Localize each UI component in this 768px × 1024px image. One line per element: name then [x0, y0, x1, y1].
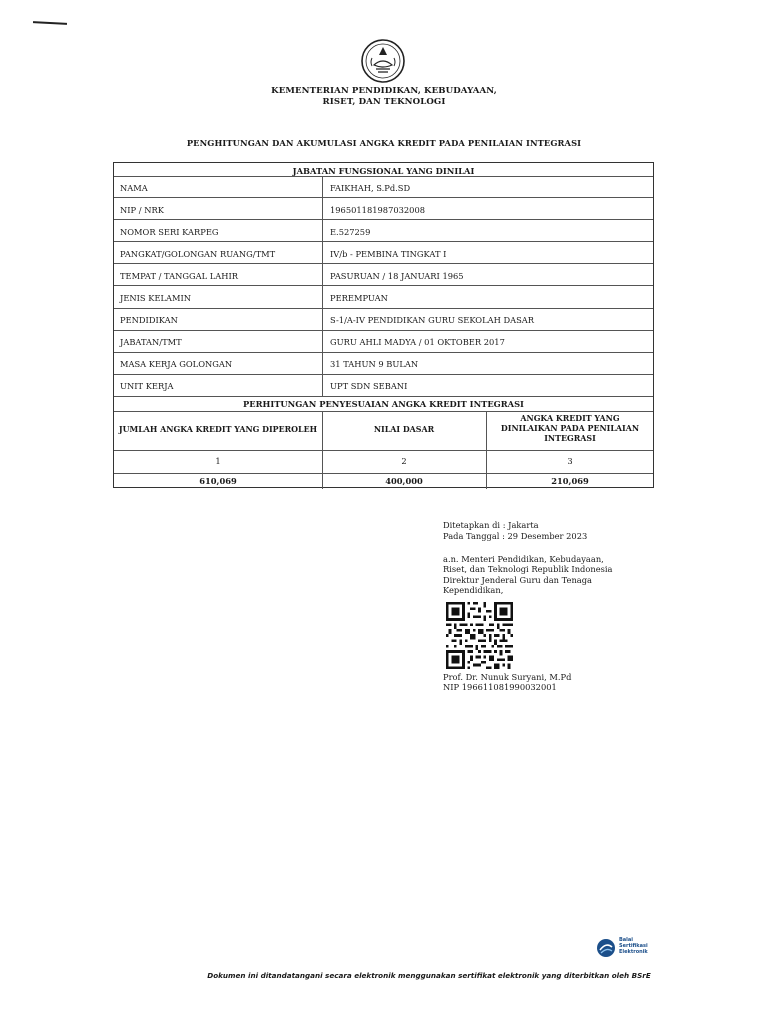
signer-nip: NIP 196611081990032001 [443, 682, 557, 692]
section-heading-position: JABATAN FUNGSIONAL YANG DINILAI [292, 166, 475, 176]
column-number-2: 2 [401, 456, 407, 466]
credit-table [113, 162, 654, 488]
section-heading-calculation: PERHITUNGAN PENYESUAIAN ANGKA KREDIT INTEGRASI [243, 399, 524, 409]
value-pangkat: IV/b - PEMBINA TINGKAT I [330, 249, 447, 259]
signature-on-behalf: a.n. Menteri Pendidikan, Kebudayaan, Riset, dan Teknologi Republik Indonesia Direktur Jenderal Guru dan Tenaga Kependidikan, [443, 554, 613, 596]
ministry-name-line1: KEMENTERIAN PENDIDIKAN, KEBUDAYAAN, [271, 86, 497, 96]
document-title: PENGHITUNGAN DAN AKUMULASI ANGKA KREDIT PADA PENILAIAN INTEGRASI [186, 138, 582, 148]
value-ttl: PASURUAN / 18 JANUARI 1965 [330, 271, 464, 281]
label-karpeg: NOMOR SERI KARPEG [120, 227, 219, 237]
value-pendidikan: S-1/A-IV PENDIDIKAN GURU SEKOLAH DASAR [330, 315, 535, 325]
value-unit-kerja: UPT SDN SEBANI [330, 381, 408, 391]
column-header-jumlah: JUMLAH ANGKA KREDIT YANG DIPEROLEH [118, 425, 318, 434]
label-masa-kerja: MASA KERJA GOLONGAN [120, 359, 233, 369]
value-jumlah-angka-kredit: 610,069 [199, 476, 237, 486]
bsre-logo-icon [596, 938, 616, 958]
column-header-nilai-dasar: NILAI DASAR [373, 425, 435, 434]
label-jabatan: JABATAN/TMT [120, 337, 182, 347]
bsre-label: Balai Sertifikasi Elektronik [619, 937, 648, 955]
column-number-3: 3 [567, 456, 573, 466]
value-nip: 196501181987032008 [330, 205, 426, 215]
signature-date: Pada Tanggal : 29 Desember 2023 [443, 531, 588, 541]
signer-name: Prof. Dr. Nunuk Suryani, M.Pd [443, 672, 572, 682]
label-nama: NAMA [120, 183, 148, 193]
label-unit-kerja: UNIT KERJA [120, 381, 174, 391]
value-nama: FAIKHAH, S.Pd.SD [330, 183, 411, 193]
value-angka-kredit-integrasi: 210,069 [551, 476, 589, 486]
value-karpeg: E.527259 [330, 227, 371, 237]
value-jenis-kelamin: PEREMPUAN [330, 293, 388, 303]
qr-code-icon [446, 602, 513, 669]
label-jenis-kelamin: JENIS KELAMIN [120, 293, 192, 303]
label-ttl: TEMPAT / TANGGAL LAHIR [120, 271, 239, 281]
value-nilai-dasar: 400,000 [385, 476, 423, 486]
tut-wuri-handayani-emblem-icon [360, 38, 406, 84]
electronic-signature-footer: Dokumen ini ditandatangani secara elektronik menggunakan sertifikat elektronik yang diterbitkan oleh BSrE [207, 971, 651, 980]
corner-mark [33, 21, 67, 25]
value-jabatan: GURU AHLI MADYA / 01 OKTOBER 2017 [330, 337, 505, 347]
signature-place: Ditetapkan di : Jakarta [443, 520, 539, 530]
label-nip: NIP / NRK [120, 205, 164, 215]
label-pangkat: PANGKAT/GOLONGAN RUANG/TMT [120, 249, 276, 259]
value-masa-kerja: 31 TAHUN 9 BULAN [330, 359, 419, 369]
column-header-angka-kredit: ANGKA KREDIT YANG DINILAIKAN PADA PENILAIAN INTEGRASI [500, 414, 640, 443]
column-number-1: 1 [215, 456, 221, 466]
label-pendidikan: PENDIDIKAN [120, 315, 178, 325]
ministry-name-line2: RISET, DAN TEKNOLOGI [322, 97, 446, 107]
